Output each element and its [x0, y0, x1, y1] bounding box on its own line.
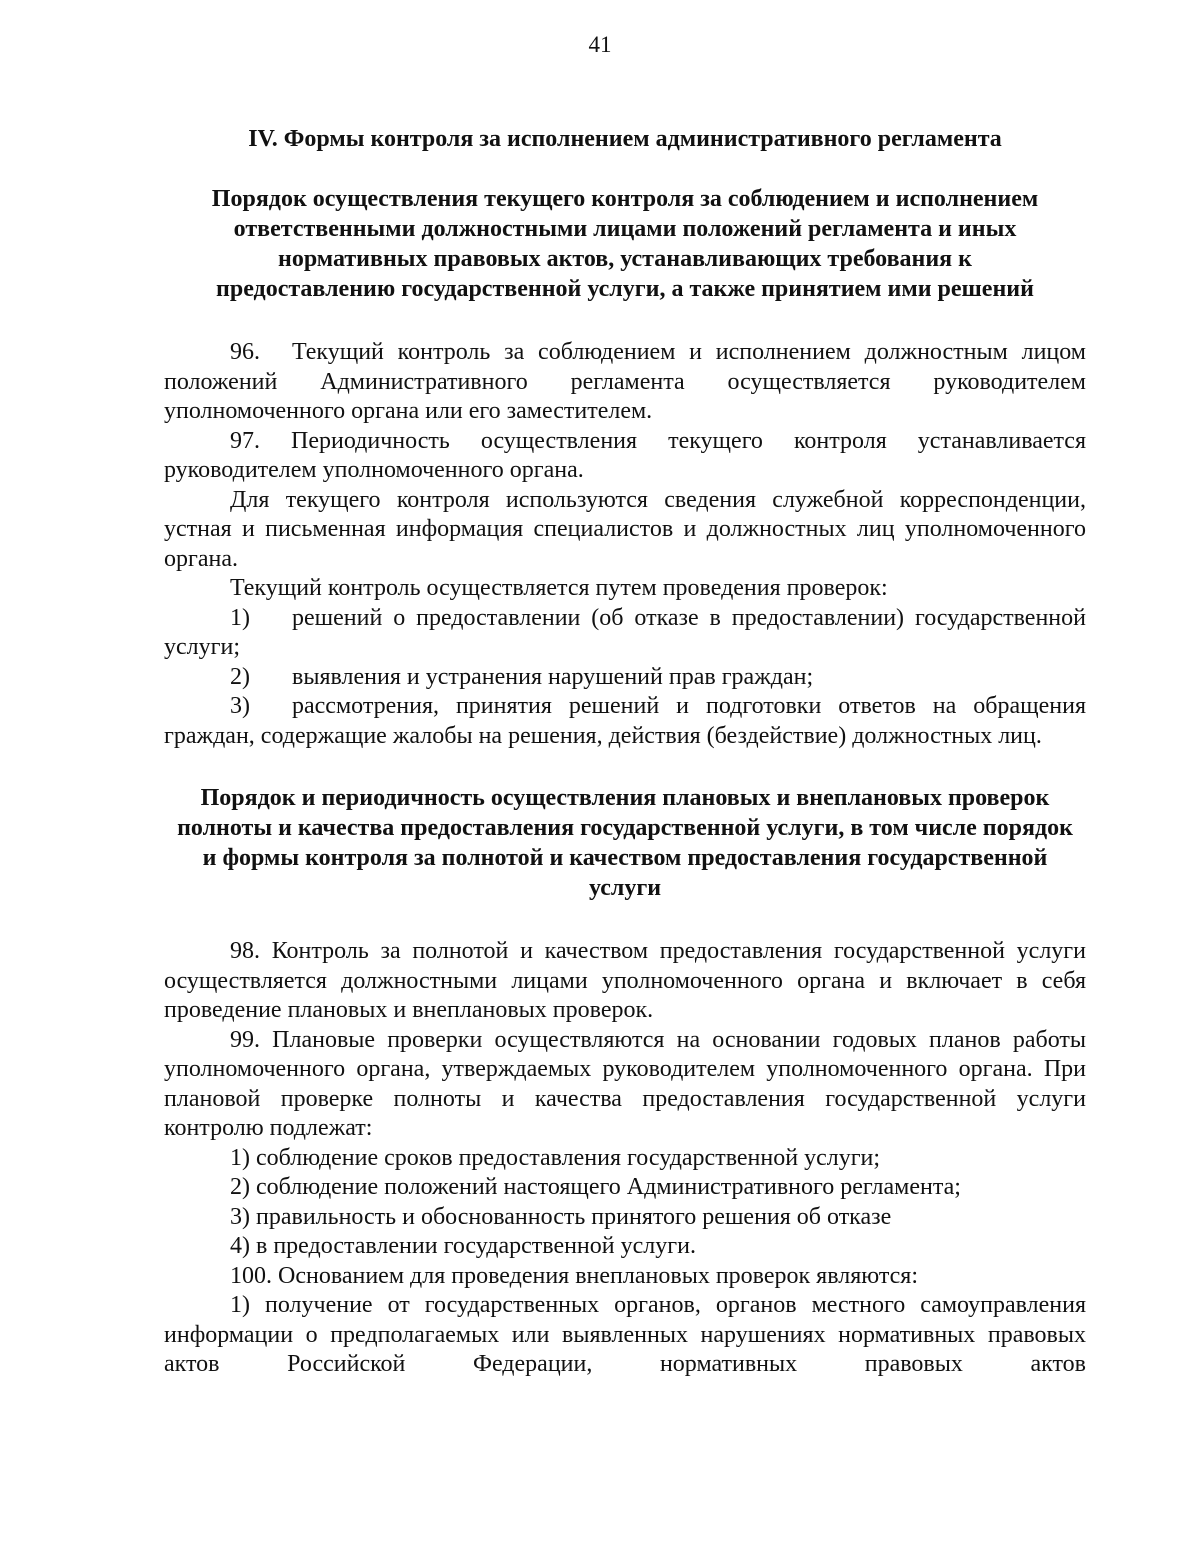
spacer: [164, 903, 1086, 937]
list-item-number: 2): [230, 663, 250, 690]
paragraph-control-sources: Для текущего контроля используются сведения служебной корреспонденции, устная и письменная информация специалистов и должностных лиц уполномоченного органа.: [164, 486, 1086, 572]
list-item-number: 3): [230, 693, 250, 719]
paragraph-99: 99. Плановые проверки осуществляются на основании годовых планов работы уполномоченного органа, утверждаемых руководителем уполномоченного органа. При плановой проверке полноты и качества предоставления государственной услуги контролю подлежат:: [164, 1026, 1086, 1141]
list-item-number: 1): [230, 604, 250, 631]
list-item-3: [164, 692, 1086, 751]
paragraph-99-item-3: 3) правильность и обоснованность принятого решения об отказе: [230, 1203, 892, 1230]
paragraph-100: 100. Основанием для проведения внеплановых проверок являются:: [230, 1262, 918, 1289]
paragraph-99-item-4: 4) в предоставлении государственной услуги.: [230, 1233, 696, 1259]
document-body: [164, 124, 1086, 1380]
paragraph-96: [164, 338, 1086, 427]
page-number: 41: [588, 32, 612, 57]
paragraph-97: 97. Периодичность осуществления текущего контроля устанавливается руководителем уполномоченного органа.: [164, 427, 1086, 483]
paragraph-98: 98. Контроль за полнотой и качеством предоставления государственной услуги осуществляется должностными лицами уполномоченного органа и включает в себя проведение плановых и внеплановых проверок.: [164, 938, 1086, 1023]
paragraph-99-item-1: 1) соблюдение сроков предоставления государственной услуги;: [230, 1144, 881, 1171]
list-item-2: [164, 663, 1086, 693]
subsection-title-planned-checks: Порядок и периодичность осуществления плановых и внеплановых проверок полноты и качества предоставления государственной услуги, в том числе порядок и формы контроля за полнотой и качеством предоставления государственной услуги: [177, 785, 1073, 901]
paragraph-checks-intro: Текущий контроль осуществляется путем проведения проверок:: [230, 575, 888, 601]
paragraph-number: 96.: [230, 339, 260, 365]
list-item-text: рассмотрения, принятия решений и подготовки ответов на обращения граждан, содержащие жалобы на решения, действия (бездействие) должностных лиц.: [164, 693, 1086, 749]
section-title: IV. Формы контроля за исполнением административного регламента: [248, 126, 1002, 152]
paragraph-99-item-2: 2) соблюдение положений настоящего Административного регламента;: [230, 1174, 961, 1200]
list-item-text: решений о предоставлении (об отказе в предоставлении) государственной услуги;: [164, 604, 1086, 660]
spacer: [164, 304, 1086, 338]
paragraph-text: Текущий контроль за соблюдением и исполнением должностным лицом положений Административного регламента осуществляется руководителем уполномоченного органа или его заместителем.: [164, 339, 1086, 424]
list-item-1: [164, 604, 1086, 663]
paragraph-100-item-1: 1) получение от государственных органов, органов местного самоуправления информации о предполагаемых или выявленных нарушениях нормативных правовых актов Российской Федерации, нормативных правовых актов: [164, 1292, 1086, 1377]
list-item-text: выявления и устранения нарушений прав граждан;: [292, 663, 814, 690]
subsection-title-current-control: Порядок осуществления текущего контроля за соблюдением и исполнением ответственными должностными лицами положений регламента и иных нормативных правовых актов, устанавливающих требования к предоставлению государственной услуги, а также принятием ими решений: [211, 186, 1039, 302]
